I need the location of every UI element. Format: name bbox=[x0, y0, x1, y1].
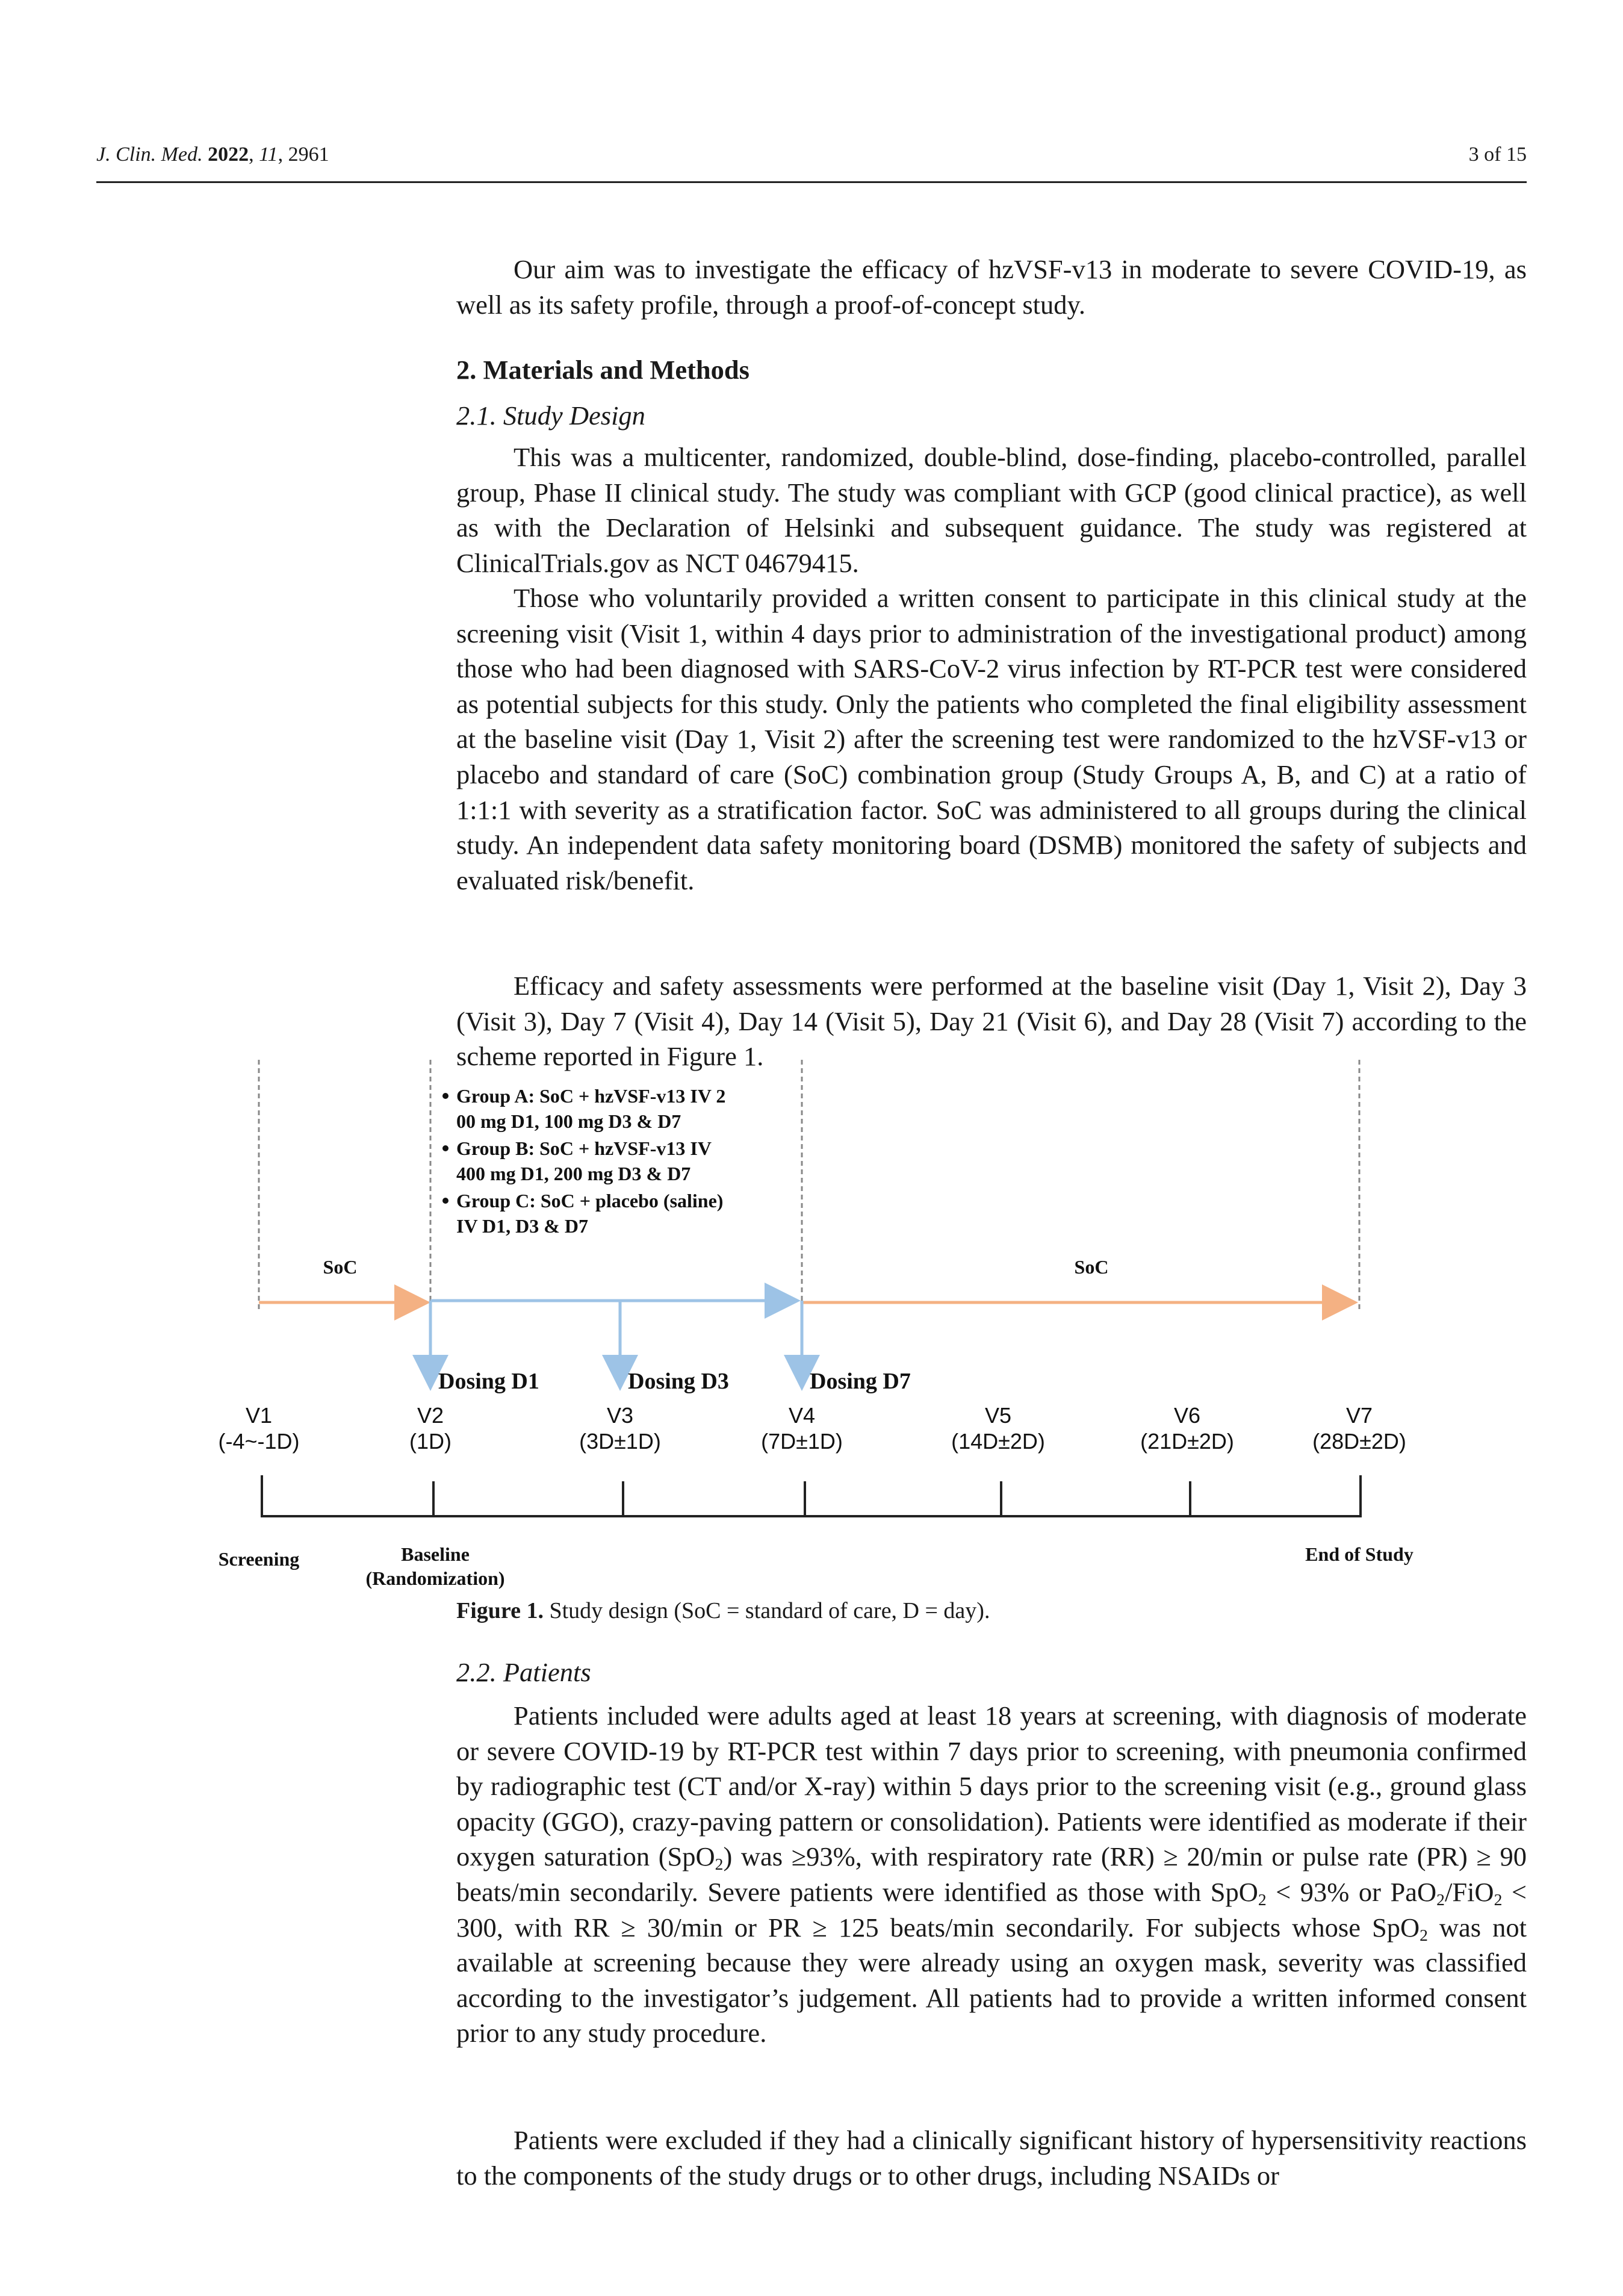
journal-header: J. Clin. Med. 2022, 11, 2961 bbox=[96, 143, 329, 166]
visit-v4-name: V4 bbox=[788, 1403, 816, 1428]
section-heading-methods: 2. Materials and Methods bbox=[456, 355, 750, 385]
page-number: 3 of 15 bbox=[1468, 143, 1527, 166]
visit-v1-name: V1 bbox=[245, 1403, 273, 1428]
bullet-icon bbox=[442, 1145, 448, 1151]
bullet-icon bbox=[442, 1198, 448, 1204]
journal-abbrev: J. Clin. Med. bbox=[96, 143, 203, 166]
dosing-label-d3: Dosing D3 bbox=[628, 1369, 729, 1394]
patients-paragraph-1: Patients included were adults aged at least 18 years at screening, with diagnosis of moderate or severe COVID-19 by RT-PCR test within 7 days prior to screening, with pneumonia confirmed by radiographic test (CT and/or X-ray) within 5 days prior to the screening visit (e.g., ground glass opacity (GGO), crazy-paving pattern or consolidation). Patients were identified as moderate if their oxygen saturation (SpO$_2$) was ≥93%, with respiratory rate (RR) ≥ 20/min or pulse rate (PR) ≥ 90 beats/min secondarily. Severe patients were identified as those with SpO$_2$ < 93% or PaO$_2$/FiO$_2$ < 300, with RR ≥ 30/min or PR ≥ 125 beats/min secondarily. For subjects whose SpO$_2$ was not available at screening because they were already using an oxygen mask, severity was classified according to the investigator’s judgement. All patients had to provide a written informed consent prior to any study procedure. bbox=[456, 1700, 1527, 2049]
group-b-line-1: Group B: SoC + hzVSF-v13 IV bbox=[456, 1137, 712, 1159]
intro-paragraph: Our aim was to investigate the efficacy of hzVSF-v13 in moderate to severe COVID-19, as well as its safety profile, through a proof-of-concept study. bbox=[456, 254, 1527, 320]
study-design-figure bbox=[199, 1060, 1463, 1590]
bullet-icon bbox=[442, 1093, 448, 1099]
visit-v7-window: (28D±2D) bbox=[1312, 1429, 1406, 1454]
soc-label-left: SoC bbox=[323, 1256, 358, 1278]
visit-v5-name: V5 bbox=[984, 1403, 1012, 1428]
visit-v2-name: V2 bbox=[417, 1403, 444, 1428]
figure-caption bbox=[456, 1596, 1527, 1626]
visit-v6-window: (21D±2D) bbox=[1140, 1429, 1234, 1454]
phase-label-randomization: (Randomization) bbox=[365, 1567, 505, 1589]
journal-volume: 11 bbox=[259, 143, 278, 166]
visit-v3-window: (3D±1D) bbox=[579, 1429, 661, 1454]
article-number: 2961 bbox=[288, 143, 329, 166]
header-rule bbox=[96, 181, 1527, 183]
timeline-axis bbox=[262, 1475, 1361, 1516]
visit-v5-window: (14D±2D) bbox=[951, 1429, 1045, 1454]
visit-v3-name: V3 bbox=[606, 1403, 634, 1428]
group-c-line-2: IV D1, D3 & D7 bbox=[456, 1215, 588, 1237]
phase-label-end: End of Study bbox=[1305, 1543, 1414, 1565]
phase-label-screening: Screening bbox=[218, 1548, 300, 1570]
patients-paragraph-2: Patients were excluded if they had a clinically significant history of hypersensitivity reactions to the components of the study drugs or to other drugs, including NSAIDs or bbox=[456, 2125, 1527, 2191]
visit-v2-window: (1D) bbox=[409, 1429, 452, 1454]
journal-year: 2022 bbox=[208, 143, 249, 166]
figure-caption-text: Study design (SoC = standard of care, D = day). bbox=[549, 1598, 990, 1623]
design-paragraph-1: This was a multicenter, randomized, double-blind, dose-finding, placebo-controlled, parallel group, Phase II clinical study. The study was compliant with GCP (good clinical practice), as well as with the Declaration of Helsinki and subsequent guidance. The study was registered at ClinicalTrials.gov as NCT 04679415. bbox=[456, 442, 1527, 578]
group-a-line-1: Group A: SoC + hzVSF-v13 IV 2 bbox=[456, 1085, 726, 1107]
subsection-heading-design: 2.1. Study Design bbox=[456, 400, 645, 431]
design-paragraph-2: Those who voluntarily provided a written consent to participate in this clinical study at the screening visit (Visit 1, within 4 days prior to administration of the investigational product) among those who had been diagnosed with SARS-CoV-2 virus infection by RT-PCR test were considered as potential subjects for this study. Only the patients who completed the final eligibility assessment at the baseline visit (Day 1, Visit 2) after the screening test were randomized to the hzVSF-v13 or placebo and standard of care (SoC) combination group (Study Groups A, B, and C) at a ratio of 1:1:1 with severity as a stratification factor. SoC was administered to all groups during the clinical study. An independent data safety monitoring board (DSMB) monitored the safety of subjects and evaluated risk/benefit. bbox=[456, 583, 1527, 895]
figure-caption-label: Figure 1. bbox=[456, 1598, 544, 1623]
design-paragraph-3: Efficacy and safety assessments were performed at the baseline visit (Day 1, Visit 2), Day 3 (Visit 3), Day 7 (Visit 4), Day 14 (Visit 5), Day 21 (Visit 6), and Day 28 (Visit 7) according to the scheme reported in Figure 1. bbox=[456, 971, 1527, 1072]
study-design-diagram bbox=[199, 1060, 1463, 1590]
phase-label-baseline: Baseline bbox=[401, 1543, 470, 1565]
visit-v1-window: (-4~-1D) bbox=[218, 1429, 300, 1454]
group-c-line-1: Group C: SoC + placebo (saline) bbox=[456, 1190, 724, 1212]
dosing-label-d7: Dosing D7 bbox=[810, 1369, 911, 1394]
visit-v6-name: V6 bbox=[1173, 1403, 1201, 1428]
visit-v4-window: (7D±1D) bbox=[761, 1429, 843, 1454]
visit-v7-name: V7 bbox=[1345, 1403, 1373, 1428]
subsection-heading-patients: 2.2. Patients bbox=[456, 1657, 591, 1687]
group-b-line-2: 400 mg D1, 200 mg D3 & D7 bbox=[456, 1163, 691, 1184]
dosing-label-d1: Dosing D1 bbox=[438, 1369, 539, 1394]
soc-label-right: SoC bbox=[1074, 1256, 1109, 1278]
group-a-line-2: 00 mg D1, 100 mg D3 & D7 bbox=[456, 1110, 681, 1132]
